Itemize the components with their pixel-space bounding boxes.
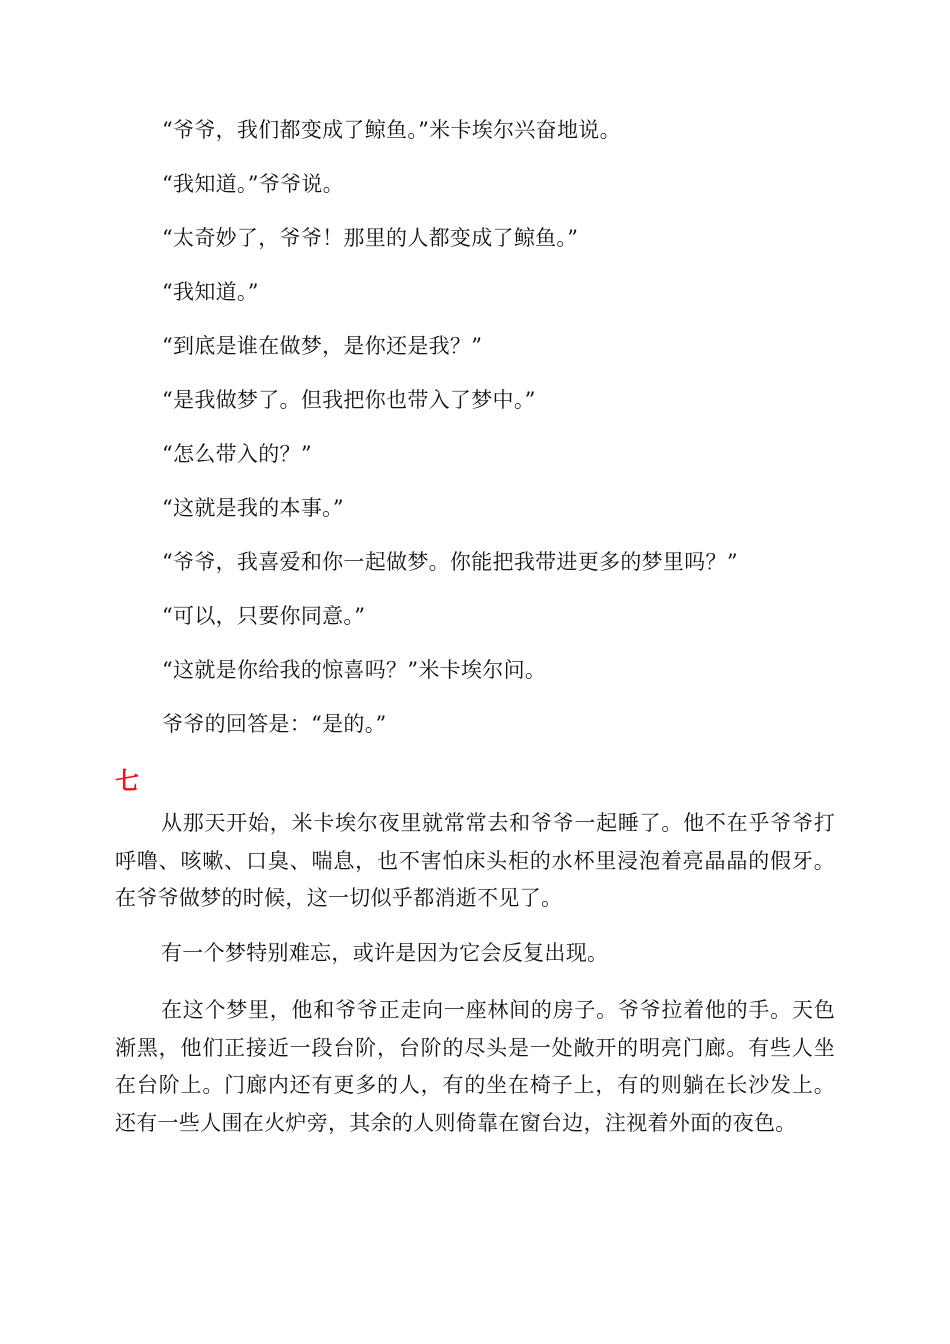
dialogue-line-8: “这就是我的本事。” <box>162 496 344 520</box>
dialogue-line-3: “太奇妙了，爷爷！那里的人都变成了鲸鱼。” <box>162 226 579 250</box>
chapter-heading: 七 <box>115 766 139 795</box>
paragraph-2: 有一个梦特别难忘，或许是因为它会反复出现。 <box>161 941 609 965</box>
dialogue-line-10: “可以，只要你同意。” <box>162 604 366 628</box>
paragraph-1: 从那天开始，米卡埃尔夜里就常常去和爷爷一起睡了。他不在乎爷爷打呼噜、咳嗽、口臭、喘息，也不害怕床头柜的水杯里浸泡着亮晶晶的假牙。在爷爷做梦的时候，这一切似乎都消逝不见了。 <box>115 811 835 910</box>
dialogue-line-9: “爷爷，我喜爱和你一起做梦。你能把我带进更多的梦里吗？” <box>162 550 738 574</box>
dialogue-line-12: 爷爷的回答是：“是的。” <box>162 712 387 736</box>
dialogue-line-5: “到底是谁在做梦，是你还是我？” <box>162 334 483 358</box>
dialogue-line-1: “爷爷，我们都变成了鲸鱼。”米卡埃尔兴奋地说。 <box>162 118 621 142</box>
dialogue-line-6: “是我做梦了。但我把你也带入了梦中。” <box>162 388 536 412</box>
dialogue-line-7: “怎么带入的？” <box>162 442 312 466</box>
dialogue-line-2: “我知道。”爷爷说。 <box>162 172 344 196</box>
dialogue-line-11: “这就是你给我的惊喜吗？”米卡埃尔问。 <box>162 658 547 682</box>
paragraph-3: 在这个梦里，他和爷爷正走向一座林间的房子。爷爷拉着他的手。天色渐黑，他们正接近一段台阶，台阶的尽头是一处敞开的明亮门廊。有些人坐在台阶上。门廊内还有更多的人，有的坐在椅子上，有的则躺在长沙发上。还有一些人围在火炉旁，其余的人则倚靠在窗台边，注视着外面的夜色。 <box>115 998 835 1135</box>
dialogue-line-4: “我知道。” <box>162 280 259 304</box>
